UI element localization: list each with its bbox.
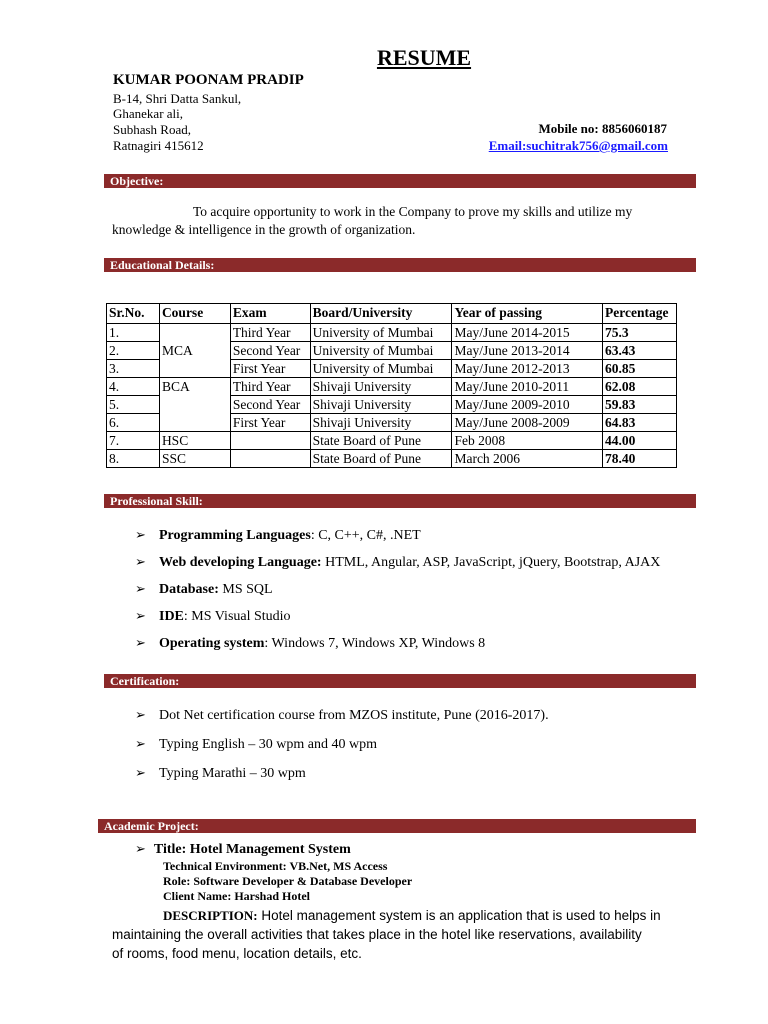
skill-label: Programming Languages xyxy=(159,528,311,543)
address-line: Subhash Road, xyxy=(113,122,191,137)
objective-line: To acquire opportunity to work in the Company to prove my skills and utilize my xyxy=(193,204,633,219)
percentage-cell: 64.83 xyxy=(603,414,677,432)
board-cell: University of Mumbai xyxy=(310,324,452,342)
list-item xyxy=(135,582,735,609)
sr-cell: 7. xyxy=(107,432,160,450)
column-header: Year of passing xyxy=(452,304,603,324)
sr-cell: 2. xyxy=(107,342,160,360)
certification-list xyxy=(135,708,735,795)
column-header: Exam xyxy=(230,304,310,324)
project-environment: Technical Environment: VB.Net, MS Access xyxy=(163,859,388,873)
certification-text: Dot Net certification course from MZOS institute, Pune (2016-2017). xyxy=(159,708,549,723)
skill-label: Database: xyxy=(159,582,219,597)
project-client: Client Name: Harshad Hotel xyxy=(163,889,310,903)
skill-value: C, C++, C#, .NET xyxy=(318,528,421,543)
project-title: Title: Hotel Management System xyxy=(153,842,351,857)
table-row xyxy=(107,450,677,468)
table-row xyxy=(107,432,677,450)
year-cell: May/June 2012-2013 xyxy=(452,360,603,378)
skill-separator: : xyxy=(183,609,192,624)
table-header-row xyxy=(107,304,677,324)
project-heading: Academic Project: xyxy=(98,819,696,833)
course-cell: SSC xyxy=(159,450,230,468)
project-description-line xyxy=(163,908,661,924)
skill-value: HTML, Angular, ASP, JavaScript, jQuery, Bootstrap, AJAX xyxy=(325,555,661,570)
education-table xyxy=(106,303,677,468)
course-cell: BCA xyxy=(159,378,230,432)
email-link[interactable]: Email:suchitrak756@gmail.com xyxy=(488,138,668,153)
year-cell: May/June 2009-2010 xyxy=(452,396,603,414)
board-cell: Shivaji University xyxy=(310,414,452,432)
list-item xyxy=(135,609,735,636)
certification-text: Typing Marathi – 30 wpm xyxy=(159,766,306,781)
percentage-cell: 75.3 xyxy=(603,324,677,342)
skill-label: Operating system xyxy=(159,636,265,651)
sr-cell: 3. xyxy=(107,360,160,378)
board-cell: State Board of Pune xyxy=(310,450,452,468)
arrow-bullet-icon: ➢ xyxy=(135,609,146,624)
list-item xyxy=(135,555,735,582)
percentage-cell: 63.43 xyxy=(603,342,677,360)
exam-cell: Third Year xyxy=(230,324,310,342)
skill-separator: : xyxy=(264,636,272,651)
exam-cell xyxy=(230,450,310,468)
skill-value: MS SQL xyxy=(222,582,273,597)
exam-cell: First Year xyxy=(230,414,310,432)
arrow-bullet-icon: ➢ xyxy=(135,528,146,543)
skill-separator: : xyxy=(310,528,319,543)
course-cell: HSC xyxy=(159,432,230,450)
list-item xyxy=(135,737,735,766)
sr-cell: 8. xyxy=(107,450,160,468)
course-cell: MCA xyxy=(159,324,230,378)
column-header: Course xyxy=(159,304,230,324)
board-cell: Shivaji University xyxy=(310,396,452,414)
exam-cell: Third Year xyxy=(230,378,310,396)
year-cell: March 2006 xyxy=(452,450,603,468)
exam-cell: Second Year xyxy=(230,342,310,360)
column-header: Sr.No. xyxy=(107,304,160,324)
exam-cell: First Year xyxy=(230,360,310,378)
certification-heading: Certification: xyxy=(104,674,696,688)
table-row xyxy=(107,324,677,342)
page-title: RESUME xyxy=(376,45,472,70)
sr-cell: 4. xyxy=(107,378,160,396)
sr-cell: 5. xyxy=(107,396,160,414)
project-description-line: maintaining the overall activities that takes place in the hotel like reservations, availability xyxy=(112,927,642,942)
skill-label: IDE xyxy=(159,609,184,624)
address-line: Ghanekar ali, xyxy=(113,106,184,121)
arrow-bullet-icon: ➢ xyxy=(135,555,146,570)
list-item xyxy=(135,528,735,555)
arrow-bullet-icon: ➢ xyxy=(135,636,146,651)
board-cell: University of Mumbai xyxy=(310,360,452,378)
list-item xyxy=(135,708,735,737)
description-label: DESCRIPTION: xyxy=(163,908,258,923)
description-text: Hotel management system is an application that is used to helps in xyxy=(261,908,661,923)
board-cell: University of Mumbai xyxy=(310,342,452,360)
mobile-number: Mobile no: 8856060187 xyxy=(538,121,667,136)
year-cell: May/June 2010-2011 xyxy=(452,378,603,396)
skills-heading: Professional Skill: xyxy=(104,494,696,508)
arrow-bullet-icon: ➢ xyxy=(135,737,146,752)
percentage-cell: 60.85 xyxy=(603,360,677,378)
percentage-cell: 62.08 xyxy=(603,378,677,396)
percentage-cell: 44.00 xyxy=(603,432,677,450)
percentage-cell: 59.83 xyxy=(603,396,677,414)
arrow-bullet-icon: ➢ xyxy=(135,708,146,723)
project-description-line: of rooms, food menu, location details, etc. xyxy=(112,946,362,961)
skills-list xyxy=(135,528,735,663)
arrow-bullet-icon: ➢ xyxy=(135,842,146,857)
project-role: Role: Software Developer & Database Developer xyxy=(163,874,413,888)
sr-cell: 6. xyxy=(107,414,160,432)
list-item xyxy=(135,766,735,795)
year-cell: May/June 2008-2009 xyxy=(452,414,603,432)
arrow-bullet-icon: ➢ xyxy=(135,582,146,597)
arrow-bullet-icon: ➢ xyxy=(135,766,146,781)
address-line: B-14, Shri Datta Sankul, xyxy=(113,91,242,106)
year-cell: Feb 2008 xyxy=(452,432,603,450)
board-cell: Shivaji University xyxy=(310,378,452,396)
address-line: Ratnagiri 415612 xyxy=(113,138,204,153)
board-cell: State Board of Pune xyxy=(310,432,452,450)
list-item xyxy=(135,636,735,663)
exam-cell xyxy=(230,432,310,450)
exam-cell: Second Year xyxy=(230,396,310,414)
objective-heading: Objective: xyxy=(104,174,696,188)
column-header: Board/University xyxy=(310,304,452,324)
percentage-cell: 78.40 xyxy=(603,450,677,468)
candidate-name: KUMAR POONAM PRADIP xyxy=(113,72,304,88)
skill-value: MS Visual Studio xyxy=(191,609,291,624)
certification-text: Typing English – 30 wpm and 40 wpm xyxy=(159,737,377,752)
year-cell: May/June 2014-2015 xyxy=(452,324,603,342)
table-row xyxy=(107,378,677,396)
skill-label: Web developing Language: xyxy=(159,555,322,570)
objective-line: knowledge & intelligence in the growth of organization. xyxy=(112,222,416,237)
sr-cell: 1. xyxy=(107,324,160,342)
column-header: Percentage xyxy=(603,304,677,324)
skill-value: Windows 7, Windows XP, Windows 8 xyxy=(271,636,486,651)
project-title-row xyxy=(135,842,351,858)
year-cell: May/June 2013-2014 xyxy=(452,342,603,360)
education-heading: Educational Details: xyxy=(104,258,696,272)
